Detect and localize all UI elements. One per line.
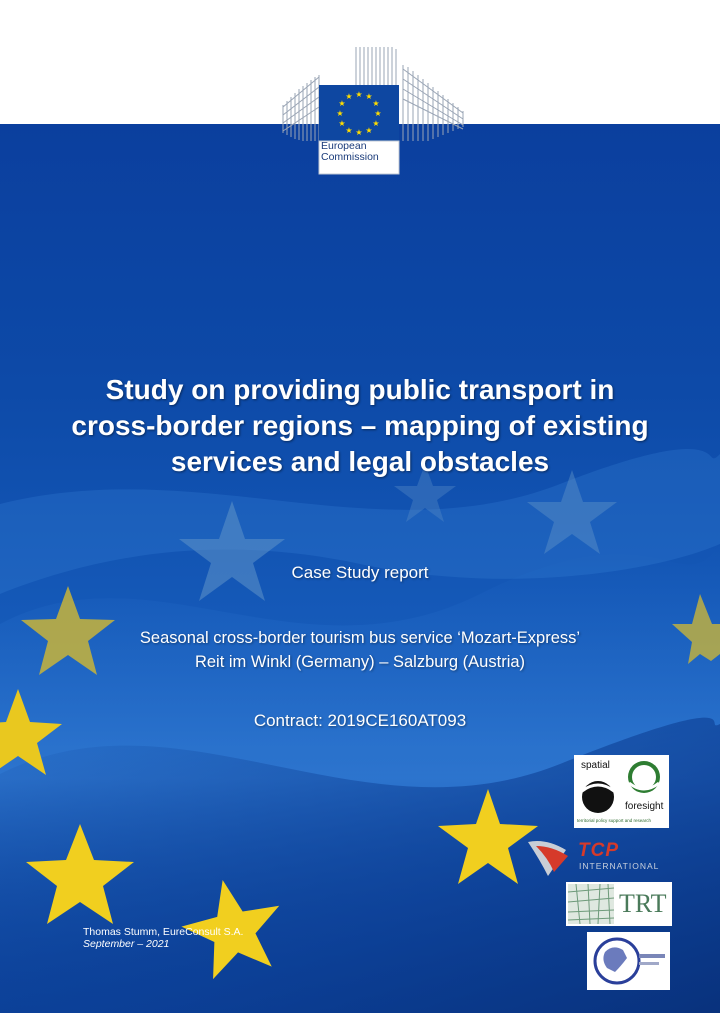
- euroconsult-map-icon: [587, 932, 670, 990]
- svg-text:★: ★: [338, 99, 346, 108]
- svg-text:★: ★: [372, 119, 380, 128]
- svg-text:★: ★: [355, 128, 363, 137]
- svg-text:★: ★: [345, 126, 353, 135]
- tcp-international-logo: [526, 836, 676, 878]
- spatial-foresight-logo: [574, 755, 669, 828]
- service-line2: Reit im Winkl (Germany) – Salzburg (Austria): [194, 653, 526, 671]
- svg-text:★: ★: [336, 109, 344, 118]
- european-commission-logo: [278, 45, 468, 175]
- author-name: Thomas Stumm, EureConsult S.A.: [83, 926, 244, 938]
- foresight-label: foresight: [625, 801, 664, 812]
- document-subtitle: Case Study report: [291, 563, 429, 582]
- tcp-international: INTERNATIONAL: [579, 861, 660, 871]
- ec-label-line2: Commission: [321, 151, 379, 163]
- trt-map-icon: [566, 882, 616, 926]
- svg-text:★: ★: [365, 126, 373, 135]
- tcp-name: TCP: [578, 840, 619, 861]
- tcp-swoosh-icon: [526, 836, 576, 878]
- svg-text:★: ★: [374, 109, 382, 118]
- publication-date: September – 2021: [83, 938, 170, 950]
- ec-logo-label: [321, 141, 397, 163]
- svg-text:★: ★: [365, 92, 373, 101]
- trt-logo: [566, 882, 672, 926]
- euroconsult-logo: [587, 932, 670, 990]
- ec-label-line1: European: [321, 140, 367, 152]
- author-block: [83, 926, 243, 950]
- svg-text:★: ★: [355, 90, 363, 99]
- document-title: Study on providing public transport in cross-border regions – mapping of existing services and legal obstacles: [71, 374, 649, 477]
- case-study-description: [40, 626, 680, 674]
- svg-text:★: ★: [372, 99, 380, 108]
- svg-text:★: ★: [338, 119, 346, 128]
- service-line1: Seasonal cross-border tourism bus service ‘Mozart-Express’: [139, 629, 581, 647]
- trt-name: TRT: [619, 889, 667, 918]
- sf-tagline: territorial policy support and research: [577, 818, 652, 823]
- svg-text:★: ★: [345, 92, 353, 101]
- spatial-label: spatial: [581, 760, 610, 771]
- contract-number: Contract: 2019CE160AT093: [253, 711, 467, 730]
